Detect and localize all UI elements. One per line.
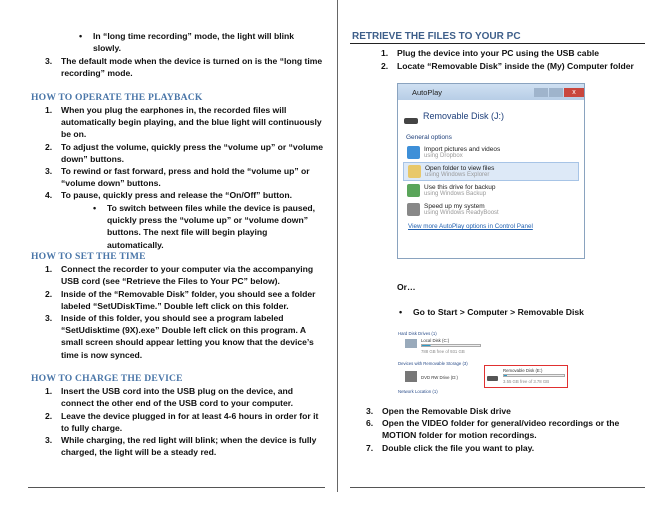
- drive-icon: [404, 118, 418, 124]
- section-heading-time: HOW TO SET THE TIME: [31, 251, 146, 262]
- item-number: 1.: [45, 105, 53, 115]
- item-text: Leave the device plugged in for at least 4-6 hours in order for it to fully charge.: [61, 411, 319, 434]
- item-number: 1.: [45, 386, 53, 396]
- list-item: [45, 288, 323, 312]
- item-text: To adjust the volume, quickly press the “volume up” or “volume down” buttons.: [61, 142, 323, 165]
- removable-icon: [487, 376, 498, 381]
- list-item: [45, 410, 323, 434]
- autoplay-screenshot: [397, 83, 585, 259]
- bottom-rule-right: [350, 487, 645, 488]
- item-text: Open the VIDEO folder for general/video recordings or the MOTION folder for motion recordings.: [382, 418, 620, 441]
- list-item: [45, 263, 323, 287]
- option-sub: using Windows ReadyBoost: [424, 210, 499, 216]
- bullet-item: [93, 202, 323, 251]
- list-item: [45, 141, 323, 165]
- list-item: [366, 442, 647, 454]
- list-item: [366, 417, 647, 441]
- bullet-item: [79, 30, 323, 54]
- local-disk-icon: [405, 339, 417, 348]
- item-text: Inside of this folder, you should see a program labeled “SetUdisktime (9X).exe” Double left click on this program. A small screen should appear letting you know that the device’s time is now synced.: [61, 313, 314, 360]
- option-sub: using Windows Backup: [424, 191, 487, 197]
- section-heading-charge: HOW TO CHARGE THE DEVICE: [31, 373, 183, 384]
- column-divider: [337, 0, 338, 492]
- option-title: Open folder to view files: [425, 165, 495, 172]
- minimize-icon: [534, 88, 548, 97]
- general-options-label: General options: [406, 134, 452, 141]
- item-text: In “long time recording” mode, the light will blink slowly.: [93, 31, 295, 54]
- folder-icon: [408, 165, 421, 178]
- autoplay-titlebar: [398, 84, 584, 100]
- item-number: 4.: [45, 190, 53, 200]
- bullet-icon: •: [399, 307, 403, 317]
- item-number: 3.: [45, 166, 53, 176]
- option-open-folder: [403, 162, 579, 181]
- removable-group: Devices with Removable Storage (3): [398, 361, 468, 366]
- bullet-item: [399, 306, 653, 318]
- item-number: 1.: [45, 264, 53, 274]
- drive-name: Removable Disk (J:): [423, 111, 505, 121]
- option-title: Use this drive for backup: [424, 184, 496, 191]
- item-number: 3.: [45, 313, 53, 323]
- option-sub: using Windows Explorer: [425, 172, 490, 178]
- option-readyboost: [403, 200, 579, 219]
- local-disk-label: Local Disk (C:): [421, 338, 450, 343]
- item-number: 1.: [381, 48, 389, 58]
- local-disk-bar: [421, 344, 481, 347]
- maximize-icon: [549, 88, 563, 97]
- list-item: [45, 189, 323, 201]
- item-text: To switch between files while the device is paused, quickly press the “volume up” or “volume down” buttons. The next file will begin playing automatically.: [107, 203, 316, 250]
- network-group: Network Location (1): [398, 389, 438, 394]
- list-item: [381, 47, 647, 59]
- removable-label: Removable Disk (E:): [503, 368, 543, 373]
- item-number: 6.: [366, 418, 374, 428]
- item-text: While charging, the red light will blink; when the device is fully charged, the light will be a steady red.: [61, 435, 317, 458]
- hdd-group: Hard Disk Drives (1): [398, 331, 437, 336]
- list-item: [45, 104, 323, 141]
- option-backup: [403, 181, 579, 200]
- item-number: 2.: [381, 61, 389, 71]
- list-item: [366, 405, 647, 417]
- section-heading-playback: HOW TO OPERATE THE PLAYBACK: [31, 92, 203, 103]
- list-item: [381, 60, 657, 72]
- item-text: Go to Start > Computer > Removable Disk: [413, 307, 584, 317]
- item-text: To pause, quickly press and release the “On/Off” button.: [61, 190, 292, 200]
- item-text: Open the Removable Disk drive: [382, 406, 511, 416]
- window-title: AutoPlay: [412, 87, 443, 97]
- backup-icon: [407, 184, 420, 197]
- item-number: 2.: [45, 142, 53, 152]
- explorer-screenshot: [395, 328, 575, 395]
- bullet-icon: •: [93, 203, 97, 213]
- list-item: [45, 385, 323, 409]
- or-label: Or…: [397, 282, 416, 292]
- removable-free: 3.55 GB free of 3.78 GB: [503, 379, 550, 384]
- removable-bar: [503, 374, 565, 377]
- list-item: [45, 165, 323, 189]
- dropbox-icon: [407, 146, 420, 159]
- item-number: 3.: [366, 406, 374, 416]
- item-text: Insert the USB cord into the USB plug on the device, and connect the other end of the USB cord to your computer.: [61, 386, 294, 409]
- option-title: Import pictures and videos: [424, 146, 501, 153]
- list-item: [45, 55, 323, 79]
- item-text: Double click the file you want to play.: [382, 443, 535, 453]
- list-item: [45, 434, 323, 458]
- bullet-icon: •: [79, 31, 83, 41]
- item-text: When you plug the earphones in, the recorded files will automatically begin playing, and the blue light will continuously be on.: [61, 105, 322, 140]
- heading-underline: [350, 43, 645, 44]
- option-title: Speed up my system: [424, 203, 485, 210]
- bottom-rule-left: [28, 487, 325, 488]
- speed-icon: [407, 203, 420, 216]
- item-text: Plug the device into your PC using the USB cable: [397, 48, 599, 58]
- item-text: Connect the recorder to your computer via the accompanying USB cord (see “Retrieve the Files to Your PC” below).: [61, 264, 314, 287]
- control-panel-link: View more AutoPlay options in Control Panel: [408, 223, 533, 230]
- item-text: The default mode when the device is turned on is the “long time recording” mode.: [61, 56, 323, 79]
- option-sub: using Dropbox: [424, 153, 463, 159]
- item-text: Inside of the “Removable Disk” folder, you should see a folder labeled “SetUDiskTime.” Double left click on this folder.: [61, 289, 316, 312]
- item-text: To rewind or fast forward, press and hold the “volume up” or “volume down” buttons.: [61, 166, 310, 189]
- list-item: [45, 312, 323, 361]
- item-number: 2.: [45, 411, 53, 421]
- item-number: 2.: [45, 289, 53, 299]
- item-text: Locate “Removable Disk” inside the (My) Computer folder: [397, 61, 634, 71]
- close-icon: x: [564, 88, 584, 97]
- dvd-label: DVD RW Drive (D:): [421, 375, 458, 380]
- local-disk-free: 788 GB free of 931 GB: [421, 349, 465, 354]
- dvd-icon: [405, 371, 417, 382]
- section-heading-retrieve: RETRIEVE THE FILES TO YOUR PC: [352, 31, 521, 42]
- option-import: [403, 143, 579, 162]
- item-number: 3.: [45, 435, 53, 445]
- item-number: 3.: [45, 56, 53, 66]
- item-number: 7.: [366, 443, 374, 453]
